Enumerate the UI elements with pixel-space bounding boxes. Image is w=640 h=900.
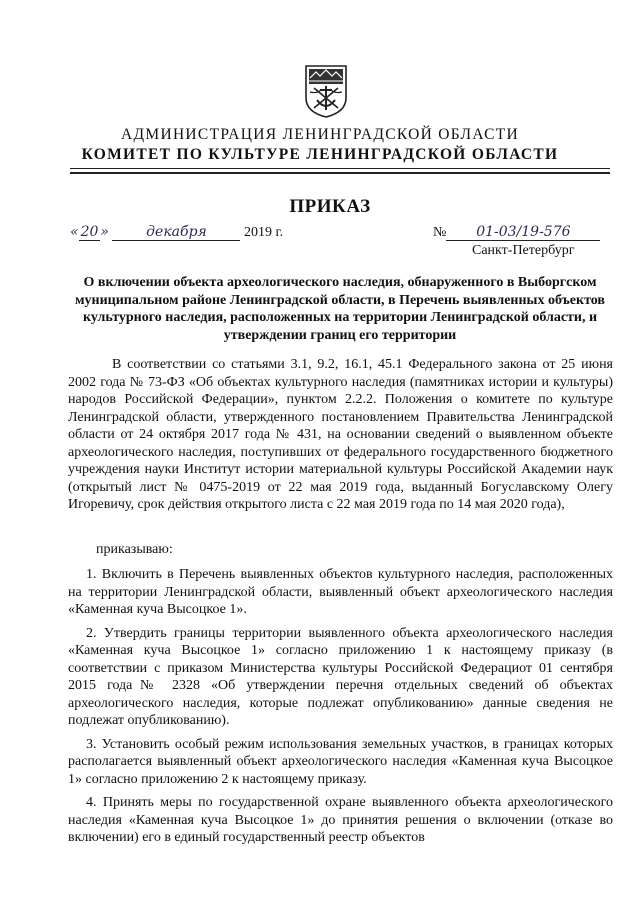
order-word: приказываю: [96, 542, 173, 557]
preamble-paragraph: В соответствии со статьями 3.1, 9.2, 16.1, 45.1 Федерального закона от 25 июня 2002 года № 73-ФЗ «Об объектах культурного наследия (памятниках истории и культуры) народов Российской Федерации», пунктом 2.2.2. Положения о комитете по культуре Ленинградской области, утвержденного постановлением Правительства Ленинградской области от 24 октября 2017 года № 431, на основании сведений о выявленном объекте археологического наследия, поступивших от федерального государственного бюджетного учреждения науки Институт истории материальной культуры Российской Академии наук (открытый лист № 0475-2019 от 22 мая 2019 года, выданный Богуславскому Олегу Игоревичу, срок действия открытого листа с 22 мая 2019 года по 14 мая 2020 года), [68, 357, 613, 512]
number-prefix: № [433, 225, 447, 240]
date-quote-close: » [100, 224, 109, 240]
date-day: 20 [80, 224, 99, 240]
order-items-list [68, 566, 613, 853]
list-item: 1. Включить в Перечень выявленных объектов культурного наследия, расположенных на территории Ленинградской области, выявленный объект археологического наследия «Каменная куча Высоцкое 1». [68, 567, 613, 617]
document-number [433, 224, 600, 241]
document-title: ПРИКАЗ [289, 196, 371, 217]
number-value: 01-03/19-576 [446, 224, 600, 241]
date-year: 2019 г. [243, 225, 284, 240]
document-city: Санкт-Петербург [472, 243, 575, 258]
list-item: 4. Принять меры по государственной охране выявленного объекта археологического наследия «Каменная куча Высоцкое 1» до принятия решения о включении (отказе во включении) его в единый государственный реестр объектов [68, 795, 613, 845]
list-item: 3. Установить особый режим использования земельных участков, в границах которых располагается выявленный объект археологического наследия «Каменная куча Высоцкое 1» согласно приложению 2 к настоящему приказу. [68, 736, 613, 787]
document-subject: О включении объекта археологического наследия, обнаруженного в Выборгском муниципальном районе Ленинградской области, в Перечень выявленных объектов культурного наследия, расположенных на территории Ленинградской области, и утверждении границ его территории [75, 275, 605, 343]
organization-name-line2: КОМИТЕТ ПО КУЛЬТУРЕ ЛЕНИНГРАДСКОЙ ОБЛАСТИ [81, 146, 559, 163]
date-month: декабря [112, 224, 240, 241]
header-divider-thick [70, 172, 610, 174]
document-date [70, 224, 283, 241]
organization-name-line1: АДМИНИСТРАЦИЯ ЛЕНИНГРАДСКОЙ ОБЛАСТИ [121, 126, 519, 143]
header-divider-thin [70, 168, 610, 169]
date-quote-open: « [70, 224, 79, 240]
list-item: 2. Утвердить границы территории выявленного объекта археологического наследия «Каменная куча Высоцкое 1» согласно приложению 1 к настоящему приказу (в соответствии с приказом Министерства культуры Российской Федерациот 01 сентября 2015 года№ 2328 «Об утверждении перечня отдельных сведений об объектах археологического наследия, которые подлежат опубликованию» данные сведения не подлежат опубликованию). [68, 625, 613, 728]
coat-of-arms-emblem [304, 64, 348, 118]
